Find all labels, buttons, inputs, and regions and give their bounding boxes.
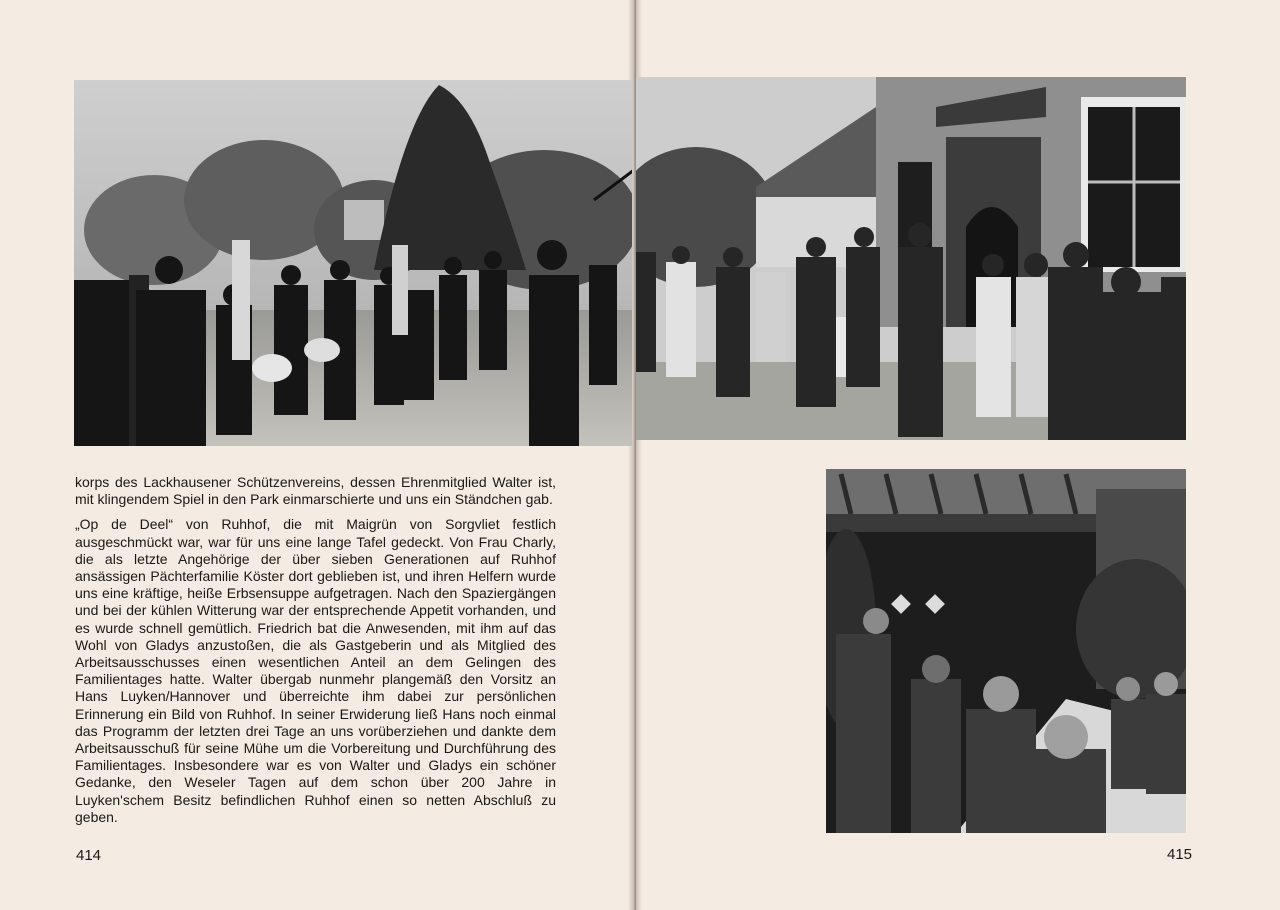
- photo-marching-band: [74, 80, 632, 446]
- page-number-right: 415: [1167, 846, 1193, 863]
- page-number-left: 414: [76, 847, 102, 864]
- paragraph: korps des Lackhausener Schützenvereins, dessen Ehrenmitglied Walter ist, mit klingendem Spiel in den Park einmarschierte und uns ein Ständchen gab.: [75, 474, 556, 508]
- paragraph: „Op de Deel“ von Ruhhof, die mit Maigrün von Sorgvliet festlich ausgeschmückt war, war für uns eine lange Tafel gedeckt. Von Frau Charly, die als letzte Angehörige der über sieben Generationen auf Ruhhof ansässigen Pächterfamilie Köster dort geblieben ist, und ihren Helfern wurde uns eine kräftige, heiße Erbsensuppe aufgetragen. Nach den Spaziergängen und bei der kühlen Witterung war der entsprechende Appetit vorhanden, und es wurde schnell gemütlich. Friedrich bat die Anwesenden, mit ihm auf das Wohl von Gladys anzustoßen, die als Gastgeberin und als Mitglied des Arbeitsausschusses einen wesentlichen Anteil an dem Gelingen des Familientages hatte. Walter übergab nunmehr plangemäß den Vorsitz an Hans Luyken/Hannover und überreichte ihm dabei zur persönlichen Erinnerung ein Bild von Ruhhof. In seiner Erwiderung ließ Hans noch einmal das Programm der letzten drei Tage an uns vorüberziehen und dankte dem Arbeitsausschuß für seine Mühe um die Vorbereitung und Durchführung des Familientages. Insbesondere war es von Walter und Gladys ein schöner Gedanke, den Weseler Tagen auf dem schon über 200 Jahre in Luyken'schem Besitz befindlichen Ruhhof einen so netten Abschluß zu geben.: [75, 516, 556, 825]
- photo-house-gathering: [636, 77, 1186, 440]
- body-text: [75, 474, 556, 834]
- photo-dinner-table: [826, 469, 1186, 833]
